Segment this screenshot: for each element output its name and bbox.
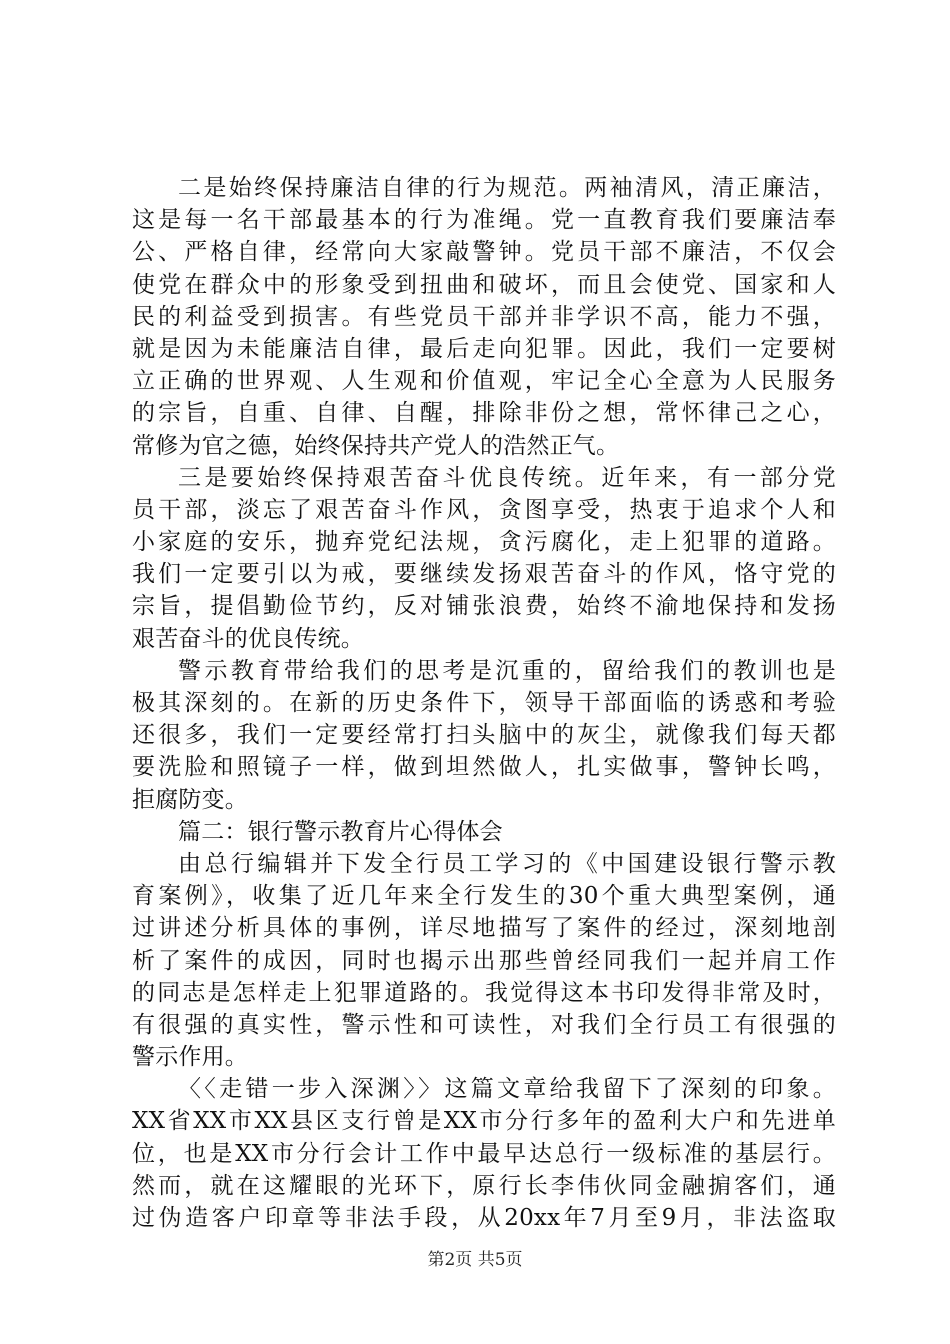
paragraph-line: 极其深刻的。在新的历史条件下，领导干部面临的诱惑和考验 — [132, 690, 836, 716]
page-number-footer: 第2页 共5页 — [427, 1250, 523, 1270]
paragraph-line: 这是每一名干部最基本的行为准绳。党一直教育我们要廉洁奉 — [132, 207, 836, 234]
paragraph-line: 由总行编辑并下发全行员工学习的《中国建设银行警示教 — [178, 850, 836, 877]
paragraph-line: 的宗旨，自重、自律、自醒，排除非份之想，常怀律己之心， — [132, 400, 836, 427]
paragraph-line: 位，也是XX市分行会计工作中最早达总行一级标准的基层行。 — [132, 1140, 836, 1167]
paragraph-line: 有很强的真实性，警示性和可读性，对我们全行员工有很强的 — [132, 1011, 836, 1038]
paragraph-line: 过伪造客户印章等非法手段，从20xx年7月至9月，非法盗取 — [132, 1205, 836, 1231]
paragraph-line: 民的利益受到损害。有些党员干部并非学识不高，能力不强， — [132, 303, 836, 330]
paragraph-line: 艰苦奋斗的优良传统。 — [132, 625, 364, 652]
paragraph-line: 员干部，淡忘了艰苦奋斗作风，贪图享受，热衷于追求个人和 — [132, 496, 836, 523]
paragraph-line: 然而，就在这耀眼的光环下，原行长李伟伙同金融掮客们，通 — [132, 1172, 836, 1199]
paragraph-line: 三是要始终保持艰苦奋斗优良传统。近年来，有一部分党 — [178, 464, 836, 491]
paragraph-line: 宗旨，提倡勤俭节约，反对铺张浪费，始终不渝地保持和发扬 — [132, 593, 836, 620]
paragraph-line: 就是因为未能廉洁自律，最后走向犯罪。因此，我们一定要树 — [132, 335, 836, 362]
section-heading: 篇二：银行警示教育片心得体会 — [178, 818, 503, 845]
paragraph-line: 二是始终保持廉洁自律的行为规范。两袖清风，清正廉洁， — [178, 175, 836, 201]
paragraph-line: 立正确的世界观、人生观和价值观，牢记全心全意为人民服务 — [132, 368, 836, 395]
paragraph-line: 警示作用。 — [132, 1044, 248, 1071]
paragraph-line: 小家庭的安乐，抛弃党纪法规，贪污腐化，走上犯罪的道路。 — [132, 529, 836, 556]
paragraph-line: XX省XX市XX县区支行曾是XX市分行多年的盈利大户和先进单 — [132, 1108, 836, 1135]
paragraph-line: 常修为官之德，始终保持共产党人的浩然正气。 — [132, 432, 620, 459]
paragraph-line: 育案例》，收集了近几年来全行发生的30个重大典型案例，通 — [132, 883, 836, 910]
paragraph-line: 过讲述分析具体的事例，详尽地描写了案件的经过，深刻地剖 — [132, 915, 836, 942]
paragraph-line: 使党在群众中的形象受到扭曲和破坏，而且会使党、国家和人 — [132, 271, 836, 298]
paragraph-line: 还很多，我们一定要经常打扫头脑中的灰尘，就像我们每天都 — [132, 722, 836, 749]
paragraph-line: 公、严格自律，经常向大家敲警钟。党员干部不廉洁，不仅会 — [132, 239, 836, 266]
paragraph-line: 警示教育带给我们的思考是沉重的，留给我们的教训也是 — [178, 657, 836, 684]
paragraph-line: 拒腐防变。 — [132, 786, 248, 813]
paragraph-line: 要洗脸和照镜子一样，做到坦然做人，扎实做事，警钟长鸣， — [132, 754, 836, 781]
body-text — [132, 172, 836, 1234]
paragraph-line: 〈〈走错一步入深渊〉〉这篇文章给我留下了深刻的印象。 — [178, 1076, 836, 1103]
paragraph-line: 析了案件的成因，同时也揭示出那些曾经同我们一起并肩工作 — [132, 947, 836, 974]
paragraph-line: 的同志是怎样走上犯罪道路的。我觉得这本书印发得非常及时， — [132, 979, 836, 1006]
paragraph-line: 我们一定要引以为戒，要继续发扬艰苦奋斗的作风，恪守党的 — [132, 561, 836, 588]
